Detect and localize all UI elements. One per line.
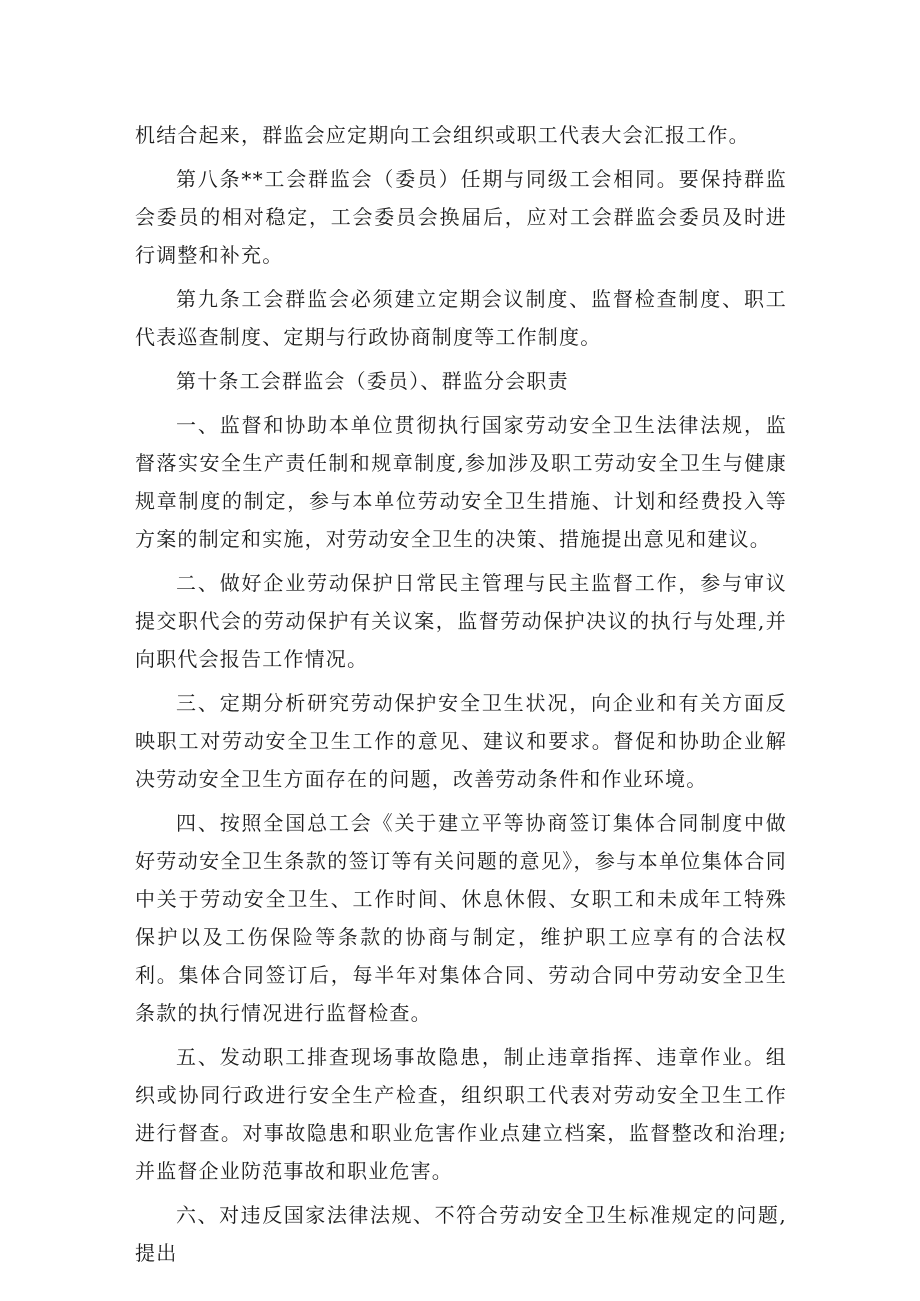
paragraph-duty-5: 五、发动职工排查现场事故隐患，制止违章指挥、违章作业。组织或协同行政进行安全生产检查，组织职工代表对劳动安全卫生工作进行督查。对事故隐患和职业危害作业点建立档案，监督整改和治理;并监督企业防范事故和职业危害。 — [135, 1045, 787, 1183]
paragraph-duty-4: 四、按照全国总工会《关于建立平等协商签订集体合同制度中做好劳动安全卫生条款的签订等有关问题的意见》，参与本单位集体合同中关于劳动安全卫生、工作时间、休息休假、女职工和未成年工特殊保护以及工伤保险等条款的协商与制定，维护职工应享有的合法权利。集体合同签订后，每半年对集体合同、劳动合同中劳动安全卫生条款的执行情况进行监督检查。 — [135, 811, 787, 1025]
paragraph-duty-1: 一、监督和协助本单位贯彻执行国家劳动安全卫生法律法规，监督落实安全生产责任制和规章制度,参加涉及职工劳动安全卫生与健康规章制度的制定，参与本单位劳动安全卫生措施、计划和经费投入等方案的制定和实施，对劳动安全卫生的决策、措施提出意见和建议。 — [135, 413, 787, 551]
paragraph-continuation: 机结合起来，群监会应定期向工会组织或职工代表大会汇报工作。 — [135, 123, 750, 147]
paragraph-duty-6: 六、对违反国家法律法规、不符合劳动安全卫生标准规定的问题,提出 — [135, 1203, 787, 1265]
paragraph-article-8: 第八条**工会群监会（委员）任期与同级工会相同。要保持群监会委员的相对稳定，工会委员会换届后，应对工会群监会委员及时进行调整和补充。 — [135, 167, 787, 267]
paragraph-article-9: 第九条工会群监会必须建立定期会议制度、监督检查制度、职工代表巡查制度、定期与行政协商制度等工作制度。 — [135, 287, 787, 349]
paragraph-duty-3: 三、定期分析研究劳动保护安全卫生状况，向企业和有关方面反映职工对劳动安全卫生工作的意见、建议和要求。督促和协助企业解决劳动安全卫生方面存在的问题，改善劳动条件和作业环境。 — [135, 691, 787, 791]
document-body — [135, 116, 787, 1278]
paragraph-duty-2: 二、做好企业劳动保护日常民主管理与民主监督工作，参与审议提交职代会的劳动保护有关议案，监督劳动保护决议的执行与处理,并向职代会报告工作情况。 — [135, 571, 787, 671]
paragraph-article-10-heading: 第十条工会群监会（委员）、群监分会职责 — [176, 369, 569, 393]
